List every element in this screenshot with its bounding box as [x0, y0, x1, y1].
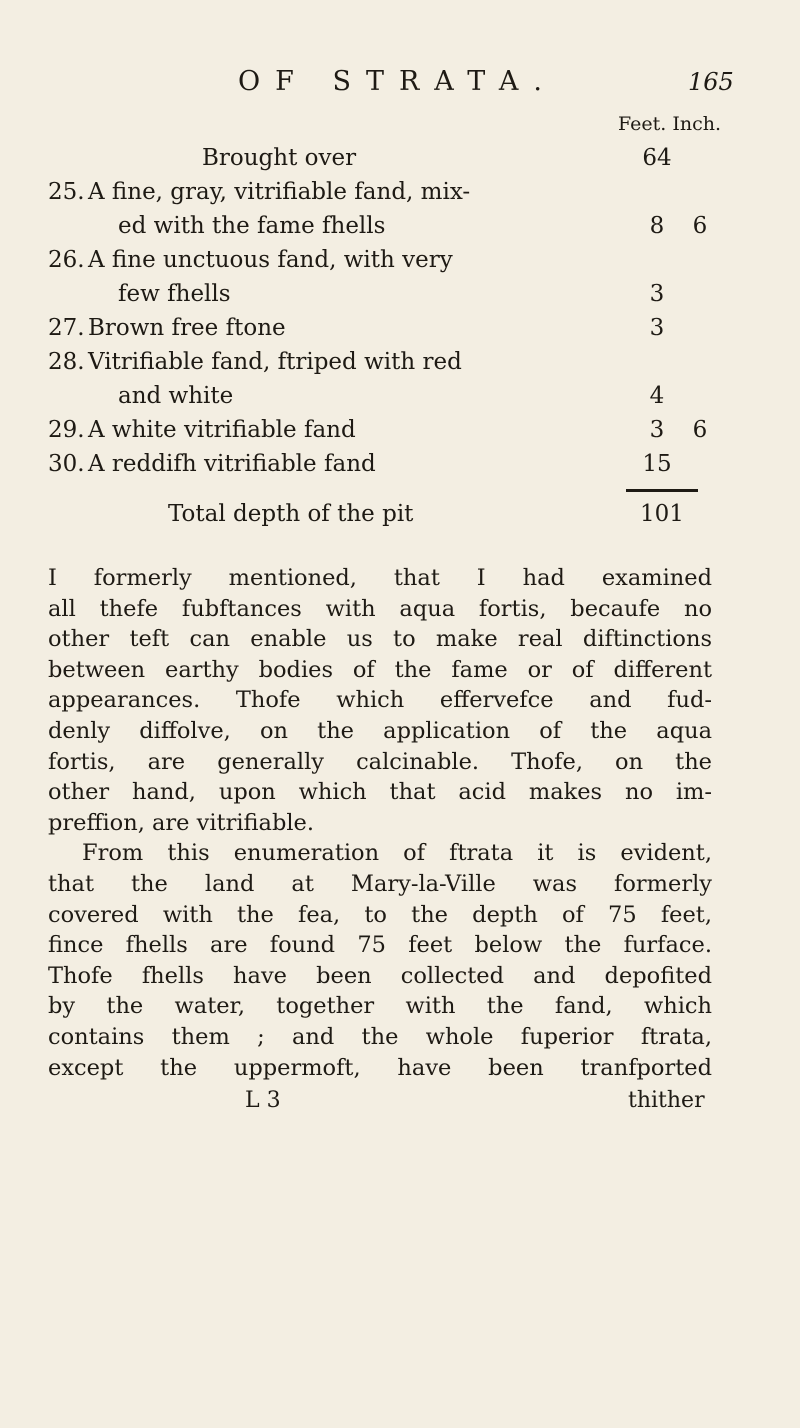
text-line: Thofe fhells have been collected and depofited — [48, 962, 712, 989]
total-feet: 101 — [640, 501, 684, 527]
brought-over-label: Brought over — [202, 145, 357, 171]
stratum-description: and white — [118, 383, 234, 409]
total-label: Total depth of the pit — [168, 501, 414, 527]
stratum-feet: 15 — [642, 451, 672, 477]
stratum-feet: 4 — [649, 383, 665, 409]
signature-mark: L 3 — [245, 1088, 281, 1113]
page-number: 165 — [688, 68, 734, 96]
sum-rule — [626, 489, 698, 492]
body-text — [48, 563, 712, 1083]
text-line: covered with the fea, to the depth of 75 feet, — [48, 901, 712, 928]
running-head-title: OF STRATA. — [238, 66, 557, 97]
stratum-number: 30. — [48, 451, 85, 477]
text-line: other teft can enable us to make real diftinctions — [48, 626, 712, 653]
running-head — [0, 66, 800, 106]
stratum-row — [0, 315, 800, 351]
stratum-description: Brown free ftone — [88, 315, 286, 341]
text-line: other hand, upon which that acid makes no im- — [48, 779, 712, 806]
text-line: fince fhells are found 75 feet below the furface. — [48, 932, 712, 959]
stratum-row-continued — [0, 281, 800, 317]
text-line: denly diffolve, on the application of the aqua — [48, 717, 712, 744]
brought-over-row — [0, 145, 800, 181]
text-line: From this enumeration of ftrata it is evident, — [82, 840, 712, 867]
stratum-number: 27. — [48, 315, 85, 341]
stratum-number: 28. — [48, 349, 85, 375]
stratum-row — [0, 417, 800, 453]
stratum-number: 26. — [48, 247, 85, 273]
stratum-description: A reddifh vitrifiable fand — [88, 451, 376, 477]
stratum-feet: 3 — [649, 417, 665, 443]
text-line: preffion, are vitrifiable. — [48, 809, 315, 836]
stratum-description: A white vitrifiable fand — [88, 417, 356, 443]
text-line: between earthy bodies of the fame or of different — [48, 656, 712, 683]
text-line: I formerly mentioned, that I had examined — [48, 565, 712, 591]
stratum-feet: 3 — [649, 315, 665, 341]
text-line: appearances. Thofe which effervefce and fud- — [48, 687, 712, 714]
column-heading: Feet. Inch. — [618, 113, 722, 135]
stratum-description: A fine, gray, vitrifiable fand, mix- — [88, 179, 471, 205]
stratum-row — [0, 349, 800, 385]
text-line: that the land at Mary-la-Ville was formerly — [48, 870, 712, 897]
stratum-inch: 6 — [692, 213, 708, 239]
stratum-row — [0, 451, 800, 487]
stratum-description: ed with the fame fhells — [118, 213, 386, 239]
stratum-description: Vitrifiable fand, ftriped with red — [88, 349, 462, 375]
text-line: fortis, are generally calcinable. Thofe, on the — [48, 748, 712, 775]
stratum-number: 29. — [48, 417, 85, 443]
total-row — [0, 501, 800, 537]
text-line: by the water, together with the fand, which — [48, 993, 712, 1020]
brought-over-feet: 64 — [642, 145, 672, 171]
text-line: except the uppermoft, have been tranfported — [48, 1054, 712, 1081]
stratum-inch: 6 — [692, 417, 708, 443]
text-line: all thefe fubftances with aqua fortis, becaufe no — [48, 595, 712, 622]
stratum-row-continued — [0, 383, 800, 419]
stratum-row-continued — [0, 213, 800, 249]
page-footer — [0, 1088, 800, 1124]
stratum-number: 25. — [48, 179, 85, 205]
catchword: thither — [628, 1088, 705, 1113]
stratum-description: few fhells — [118, 281, 231, 307]
stratum-row — [0, 179, 800, 215]
stratum-description: A fine unctuous fand, with very — [88, 247, 453, 273]
text-line: contains them ; and the whole fuperior ftrata, — [48, 1023, 712, 1050]
paragraph — [48, 838, 712, 1083]
stratum-feet: 3 — [649, 281, 665, 307]
paragraph — [48, 563, 712, 838]
stratum-row — [0, 247, 800, 283]
stratum-feet: 8 — [649, 213, 665, 239]
